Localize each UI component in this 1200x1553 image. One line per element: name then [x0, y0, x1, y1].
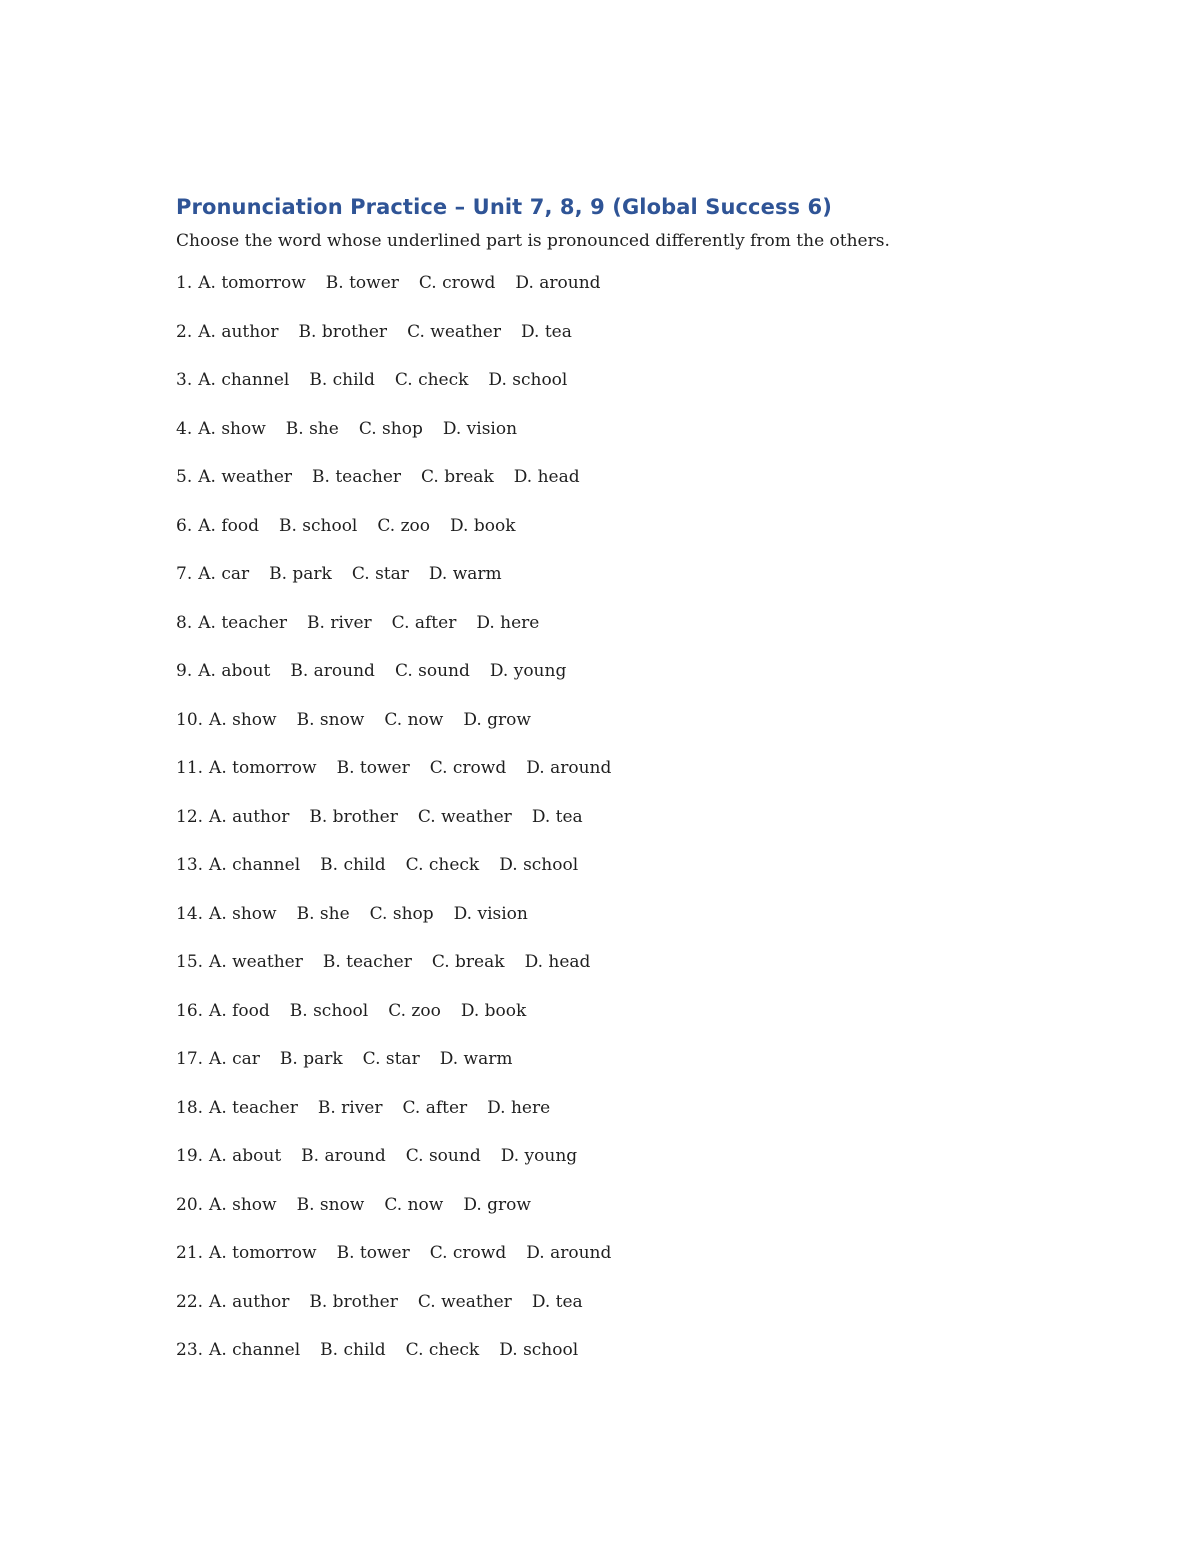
- answer-option: C. crowd: [429, 758, 507, 778]
- answer-option: A. channel: [198, 370, 290, 390]
- answer-option: D. warm: [439, 1049, 513, 1069]
- question-item: [176, 757, 1116, 806]
- question-number: 14.: [176, 903, 204, 924]
- question-item: [176, 709, 1116, 758]
- question-number: 15.: [176, 952, 204, 972]
- answer-option: D. school: [499, 855, 579, 875]
- answer-option: A. car: [209, 1049, 260, 1069]
- answer-option: C. crowd: [429, 1243, 507, 1263]
- answer-option: B. she: [285, 418, 339, 439]
- answer-option: A. food: [198, 515, 259, 536]
- document-title: Pronunciation Practice – Unit 7, 8, 9 (Global Success 6): [176, 195, 832, 219]
- answer-option: D. warm: [428, 564, 502, 584]
- answer-option: B. snow: [296, 709, 365, 730]
- answer-option: A. weather: [198, 467, 293, 487]
- answer-option: C. after: [391, 612, 457, 633]
- answer-option: C. weather: [417, 806, 512, 827]
- question-item: [176, 1194, 1116, 1243]
- answer-option: D. vision: [442, 418, 518, 439]
- instruction-text: Choose the word whose underlined part is pronounced differently from the others.: [176, 231, 890, 251]
- answer-option: A. channel: [209, 1340, 301, 1360]
- question-item: [176, 903, 1116, 952]
- answer-option: A. show: [209, 903, 277, 924]
- question-item: [176, 1097, 1116, 1146]
- question-item: [176, 466, 1116, 515]
- question-number: 23.: [176, 1340, 204, 1360]
- answer-option: A. tomorrow: [198, 273, 306, 293]
- answer-option: C. sound: [405, 1146, 481, 1166]
- document-content: [176, 190, 1116, 1388]
- answer-option: C. now: [384, 1194, 444, 1215]
- answer-option: D. around: [526, 1243, 612, 1263]
- answer-option: D. grow: [463, 1194, 531, 1215]
- answer-option: B. school: [289, 1000, 369, 1021]
- question-number: 4.: [176, 418, 193, 439]
- answer-option: C. break: [431, 952, 505, 972]
- question-item: [176, 1000, 1116, 1049]
- question-item: [176, 1242, 1116, 1291]
- answer-option: A. author: [209, 1291, 290, 1312]
- question-number: 5.: [176, 467, 193, 487]
- answer-option: A. food: [209, 1000, 270, 1021]
- answer-option: D. here: [487, 1097, 551, 1118]
- answer-option: B. school: [278, 515, 358, 536]
- answer-option: D. young: [500, 1146, 578, 1166]
- answer-option: D. head: [524, 952, 591, 972]
- answer-option: D. tea: [531, 806, 583, 827]
- answer-option: B. around: [290, 661, 375, 681]
- question-item: [176, 1339, 1116, 1388]
- answer-option: C. weather: [417, 1291, 512, 1312]
- answer-option: B. child: [309, 370, 375, 390]
- answer-option: A. show: [198, 418, 266, 439]
- answer-option: B. brother: [309, 806, 398, 827]
- answer-option: B. child: [320, 1340, 386, 1360]
- answer-option: C. weather: [407, 321, 501, 342]
- question-number: 13.: [176, 855, 204, 875]
- answer-option: D. here: [476, 612, 540, 633]
- answer-option: B. teacher: [312, 467, 402, 487]
- answer-option: A. car: [198, 564, 250, 584]
- question-number: 21.: [176, 1243, 204, 1263]
- question-number: 19.: [176, 1146, 204, 1166]
- answer-option: A. tomorrow: [209, 1243, 317, 1263]
- answer-option: C. now: [384, 709, 444, 730]
- answer-option: B. around: [301, 1146, 386, 1166]
- answer-option: C. break: [421, 467, 494, 487]
- answer-option: C. zoo: [388, 1000, 441, 1021]
- question-number: 20.: [176, 1194, 204, 1215]
- question-item: [176, 1048, 1116, 1097]
- question-number: 2.: [176, 321, 193, 342]
- answer-option: C. sound: [394, 661, 470, 681]
- answer-option: D. tea: [521, 321, 572, 342]
- question-item: [176, 951, 1116, 1000]
- question-item: [176, 806, 1116, 855]
- question-item: [176, 321, 1116, 370]
- answer-option: B. she: [296, 903, 350, 924]
- answer-option: D. grow: [463, 709, 531, 730]
- answer-option: C. star: [362, 1049, 420, 1069]
- answer-option: B. park: [269, 564, 332, 584]
- answer-option: C. shop: [358, 418, 423, 439]
- answer-option: A. channel: [209, 855, 301, 875]
- answer-option: A. show: [209, 1194, 277, 1215]
- answer-option: D. book: [460, 1000, 527, 1021]
- answer-option: C. shop: [369, 903, 434, 924]
- question-number: 9.: [176, 661, 193, 681]
- question-number: 11.: [176, 758, 204, 778]
- question-number: 18.: [176, 1097, 204, 1118]
- answer-option: D. school: [488, 370, 568, 390]
- answer-option: A. tomorrow: [209, 758, 317, 778]
- question-number: 1.: [176, 273, 193, 293]
- answer-option: A. teacher: [209, 1097, 298, 1118]
- question-item: [176, 563, 1116, 612]
- question-item: [176, 612, 1116, 661]
- answer-option: A. about: [198, 661, 271, 681]
- answer-option: A. teacher: [198, 612, 288, 633]
- answer-option: B. child: [320, 855, 386, 875]
- answer-option: D. head: [513, 467, 580, 487]
- answer-option: C. zoo: [377, 515, 431, 536]
- question-list: [176, 272, 1116, 1388]
- question-item: [176, 854, 1116, 903]
- answer-option: C. check: [394, 370, 469, 390]
- answer-option: D. school: [499, 1340, 579, 1360]
- question-item: [176, 1291, 1116, 1340]
- answer-option: C. after: [402, 1097, 468, 1118]
- answer-option: D. young: [489, 661, 567, 681]
- answer-option: B. snow: [296, 1194, 365, 1215]
- answer-option: B. brother: [309, 1291, 398, 1312]
- answer-option: A. author: [198, 321, 279, 342]
- question-item: [176, 515, 1116, 564]
- question-number: 17.: [176, 1049, 204, 1069]
- answer-option: B. tower: [336, 758, 410, 778]
- answer-option: A. author: [209, 806, 290, 827]
- answer-option: D. vision: [453, 903, 528, 924]
- answer-option: D. tea: [531, 1291, 583, 1312]
- answer-option: B. tower: [336, 1243, 410, 1263]
- question-item: [176, 418, 1116, 467]
- answer-option: B. tower: [325, 273, 399, 293]
- answer-option: C. check: [405, 855, 480, 875]
- answer-option: B. river: [307, 612, 372, 633]
- answer-option: C. check: [405, 1340, 480, 1360]
- question-number: 6.: [176, 515, 193, 536]
- question-number: 22.: [176, 1291, 204, 1312]
- question-number: 3.: [176, 370, 193, 390]
- answer-option: D. around: [515, 273, 601, 293]
- answer-option: B. park: [279, 1049, 343, 1069]
- question-number: 8.: [176, 612, 193, 633]
- question-number: 12.: [176, 806, 204, 827]
- question-item: [176, 369, 1116, 418]
- question-number: 7.: [176, 564, 193, 584]
- question-item: [176, 660, 1116, 709]
- question-number: 16.: [176, 1000, 204, 1021]
- answer-option: B. brother: [298, 321, 388, 342]
- question-item: [176, 1145, 1116, 1194]
- answer-option: C. crowd: [418, 273, 496, 293]
- question-item: [176, 272, 1116, 321]
- question-number: 10.: [176, 709, 204, 730]
- answer-option: D. book: [450, 515, 516, 536]
- answer-option: A. about: [209, 1146, 282, 1166]
- answer-option: D. around: [526, 758, 612, 778]
- answer-option: A. show: [209, 709, 277, 730]
- answer-option: A. weather: [209, 952, 303, 972]
- answer-option: C. star: [351, 564, 409, 584]
- answer-option: B. teacher: [322, 952, 412, 972]
- answer-option: B. river: [317, 1097, 383, 1118]
